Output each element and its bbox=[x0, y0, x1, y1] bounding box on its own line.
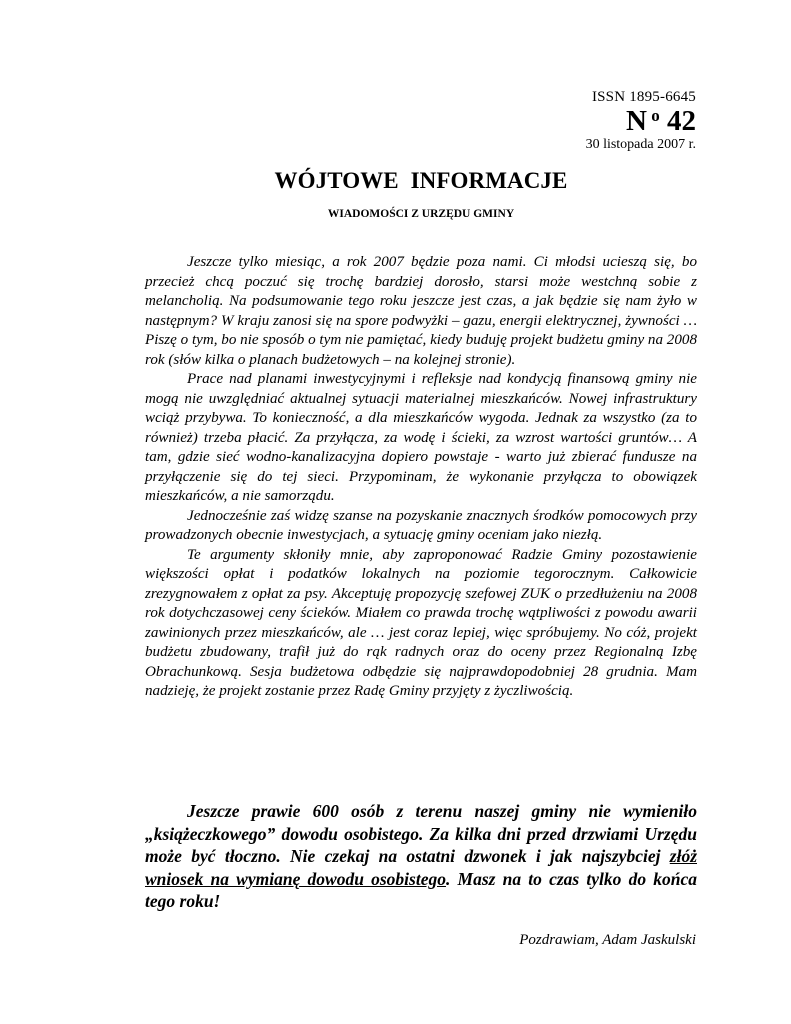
article-body bbox=[145, 253, 697, 702]
id-card-notice bbox=[145, 800, 697, 913]
issn-number: ISSN 1895-6645 bbox=[591, 89, 696, 105]
notice-text-after: . Masz na to czas tylko do końca tego roku! bbox=[145, 868, 697, 911]
issue-number-prefix: N bbox=[626, 105, 647, 137]
notice-underlined-text: złóż wniosek na wymianę dowodu osobistego bbox=[145, 846, 697, 889]
issue-number-superscript: o bbox=[651, 106, 660, 125]
notice-text-before: Jeszcze prawie 600 osób z terenu naszej gminy nie wymieniło „książeczkowego” dowodu osobistego. Za kilka dni przed drzwiami Urzędu może być tłoczno. Nie czekaj na ostatni dzwonek i jak najszybciej bbox=[145, 801, 697, 866]
article-paragraph: Jeszcze tylko miesiąc, a rok 2007 będzie poza nami. Ci młodsi ucieszą się, bo przecież chcą poczuć się trochę bardziej dorosło, starsi może westchną sobie z melancholią. Na podsumowanie tego roku jeszcze jest czas, a jak będzie się nam żyło w następnym? W kraju zanosi się na spore podwyżki – gazu, energii elektrycznej, żywności … Piszę o tym, bo nie sposób o tym nie pamiętać, kiedy buduję projekt budżetu gminy na 2008 rok (słów kilka o planach budżetowych – na kolejnej stronie). bbox=[145, 254, 697, 368]
article-paragraph: Prace nad planami inwestycyjnymi i refleksje nad kondycją finansową gminy nie mogą nie uwzględniać aktualnej sytuacji materialnej mieszkańców. Nowej infrastruktury wciąż przybywa. To konieczność, a dla mieszkańców wygoda. Jednak za wszystko (za to również) trzeba płacić. Za przyłącza, za wodę i ścieki, za wzrost wartości gruntów… A tam, gdzie sieć wodno-kanalizacyjna dopiero powstaje - warto już zbierać fundusze na przyłączenie się do tej sieci. Przypominam, że wykonanie przyłącza to obowiązek mieszkańców, a nie samorządu. bbox=[145, 371, 697, 504]
issue-number bbox=[626, 104, 696, 138]
article-paragraph: Te argumenty skłoniły mnie, aby zaproponować Radzie Gminy pozostawienie większości opłat i podatków lokalnych na poziomie tegorocznym. Całkowicie zrezygnowałem z opłat za psy. Akceptuję propozycję szefowej ZUK o przedłużeniu na 2008 rok dotychczasowej ceny ścieków. Miałem co prawda trochę wątpliwości z powodu awarii zawinionych przez mieszkańców, ale … jest coraz lepiej, więc spróbujemy. No cóż, projekt budżetu zbudowany, trafił już do rąk radnych oraz do oceny przez Regionalną Izbę Obrachunkową. Sesja budżetowa odbędzie się najprawdopodobniej 28 grudnia. Mam nadzieję, że projekt zostanie przez Radę Gminy przyjęty z życzliwością. bbox=[145, 546, 697, 699]
newsletter-title: WÓJTOWE INFORMACJE bbox=[274, 168, 568, 193]
issue-date: 30 listopada 2007 r. bbox=[585, 137, 696, 152]
signature: Pozdrawiam, Adam Jaskulski bbox=[519, 932, 696, 948]
article-paragraph: Jednocześnie zaś widzę szanse na pozyskanie znacznych środków pomocowych przy prowadzonych obecnie inwestycjach, a sytuację gminy oceniam jako niezłą. bbox=[145, 507, 697, 543]
newsletter-subtitle: WIADOMOŚCI Z URZĘDU GMINY bbox=[327, 208, 515, 220]
issue-number-value: 42 bbox=[667, 105, 696, 137]
